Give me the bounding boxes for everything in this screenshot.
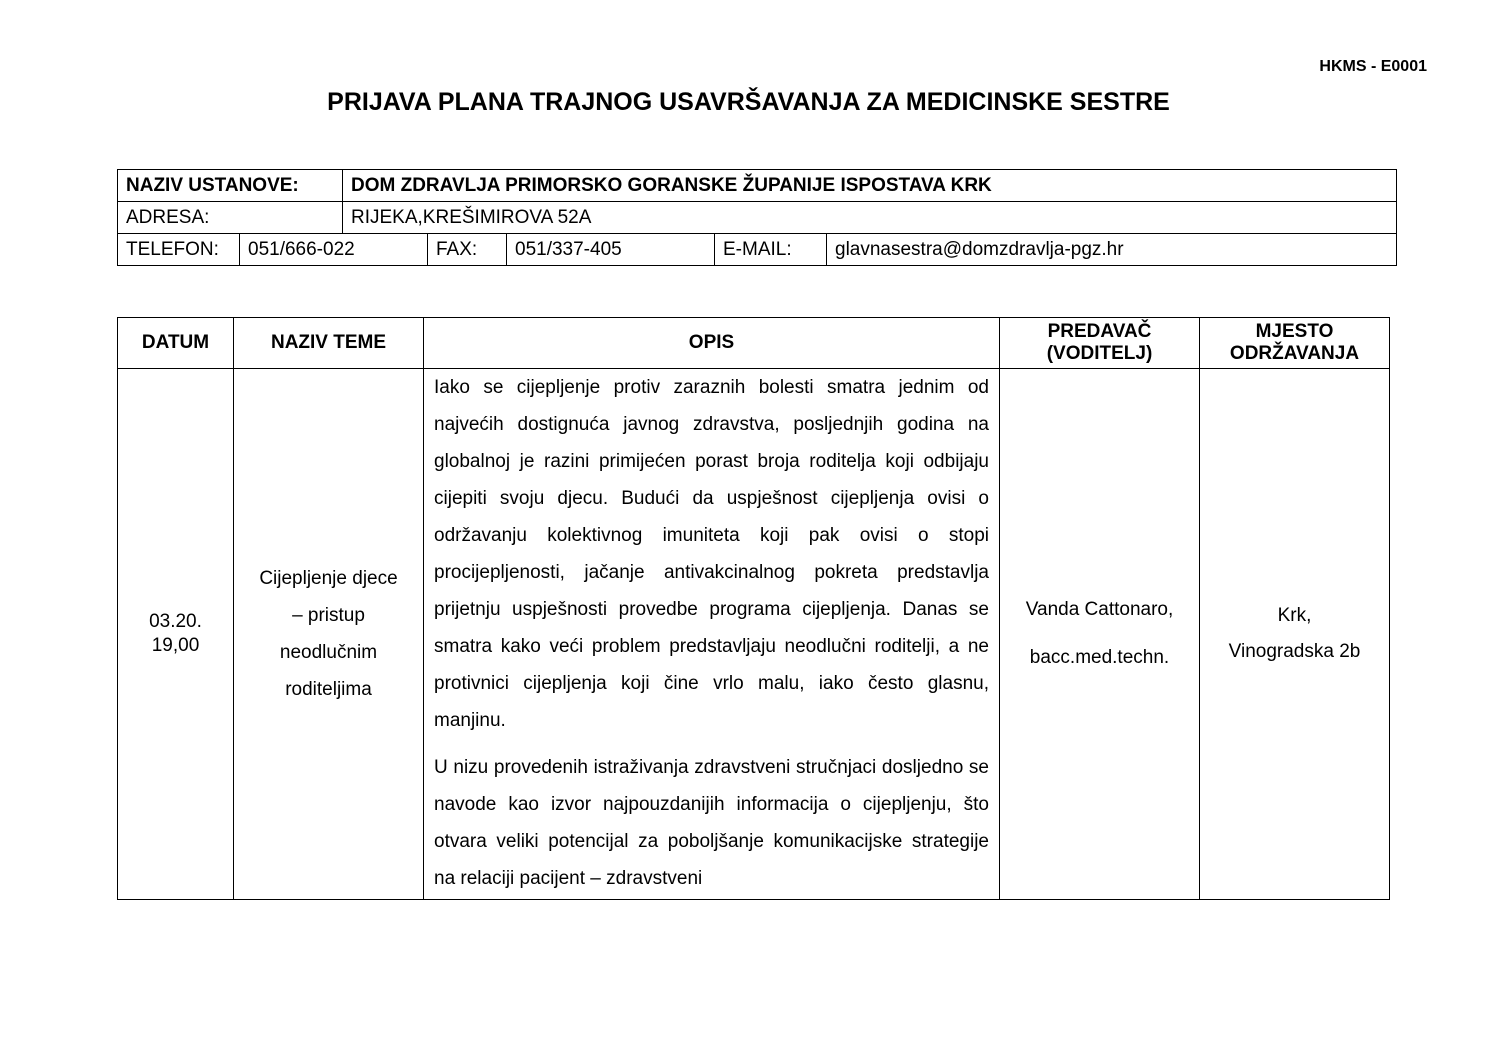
entry-description	[424, 369, 1000, 900]
header-lecturer-line1: PREDAVAČ	[1047, 321, 1152, 343]
entry-date-line2: 19,00	[151, 635, 200, 656]
header-lecturer-line2: (VODITELJ)	[1046, 343, 1153, 364]
entry-lecturer-line2: bacc.med.techn.	[1029, 647, 1170, 668]
training-plan-table	[117, 317, 1390, 900]
entry-location	[1200, 369, 1390, 900]
document-title: PRIJAVA PLANA TRAJNOG USAVRŠAVANJA ZA MEDICINSKE SESTRE	[327, 88, 1170, 116]
entry-theme	[234, 369, 424, 900]
plan-header-row	[118, 318, 1390, 369]
fax-value: 051/337-405	[507, 234, 715, 266]
entry-theme-line4: roditeljima	[285, 679, 372, 700]
fax-label: FAX:	[428, 234, 507, 266]
plan-entry-row	[118, 369, 1390, 900]
entry-date	[118, 369, 234, 900]
header-location-line1: MJESTO	[1255, 321, 1334, 343]
entry-theme-line1: Cijepljenje djece	[259, 568, 398, 589]
institution-name-row	[118, 170, 1397, 202]
contact-row	[118, 234, 1397, 266]
email-value: glavnasestra@domzdravlja-pgz.hr	[827, 234, 1397, 266]
entry-date-line1: 03.20.	[149, 611, 202, 633]
description-paragraph-2: U nizu provedenih istraživanja zdravstveni stručnjaci dosljedno se navode kao izvor najpouzdanijih informacija o cijepljenju, što otvara veliki potencijal za poboljšanje komunikacijske strategije na relaciji pacijent – zdravstveni	[434, 757, 989, 889]
entry-lecturer	[1000, 369, 1200, 900]
entry-location-line1: Krk,	[1277, 605, 1312, 626]
address-row	[118, 202, 1397, 234]
form-code: HKMS - E0001	[1319, 58, 1427, 75]
header-location-line2: ODRŽAVANJA	[1229, 343, 1360, 364]
header-location	[1200, 318, 1390, 369]
description-paragraph-1: Iako se cijepljenje protiv zaraznih bolesti smatra jednim od najvećih dostignuća javnog zdravstva, posljednjih godina na globalnoj je razini primijećen porast broja roditelja koji odbijaju cijepiti svoju djecu. Budući da uspješnost cijepljenja ovisi o održavanju kolektivnog imuniteta koji pak ovisi o stopi procijepljenosti, jačanje antivakcinalnog pokreta predstavlja prijetnju uspješnosti provedbe programa cijepljenja. Danas se smatra kako veći problem predstavljaju neodlučni roditelji, a ne protivnici cijepljenja koji čine vrlo malu, iako često glasnu, manjinu.	[434, 377, 989, 731]
header-theme: NAZIV TEME	[234, 318, 424, 369]
entry-lecturer-line1: Vanda Cattonaro,	[1025, 599, 1174, 620]
entry-location-line2: Vinogradska 2b	[1228, 641, 1361, 662]
header-date: DATUM	[118, 318, 234, 369]
entry-theme-line2: – pristup	[292, 605, 365, 626]
address-label: ADRESA:	[118, 202, 343, 234]
email-label: E-MAIL:	[715, 234, 827, 266]
phone-value: 051/666-022	[240, 234, 428, 266]
address-value: RIJEKA,KREŠIMIROVA 52A	[343, 202, 1397, 234]
header-description: OPIS	[424, 318, 1000, 369]
institution-name-value: DOM ZDRAVLJA PRIMORSKO GORANSKE ŽUPANIJE ISPOSTAVA KRK	[343, 170, 1397, 202]
entry-theme-line3: neodlučnim	[279, 642, 378, 663]
phone-label: TELEFON:	[118, 234, 240, 266]
header-lecturer	[1000, 318, 1200, 369]
institution-info-table	[117, 169, 1397, 266]
institution-name-label: NAZIV USTANOVE:	[118, 170, 343, 202]
